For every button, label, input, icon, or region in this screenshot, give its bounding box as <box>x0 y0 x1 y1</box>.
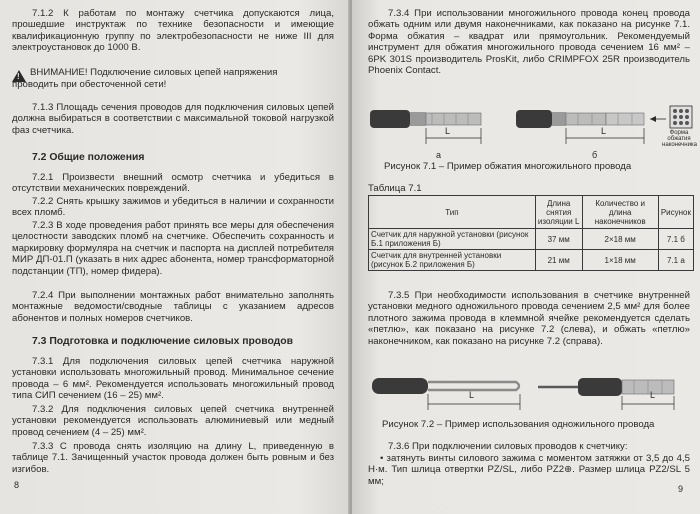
fig1-dimension-label-b: L <box>601 126 607 136</box>
table-header-strip-length: Длина снятия изоляции L <box>535 196 582 229</box>
warning-line-2: проводить при обесточенной сети! <box>12 79 167 90</box>
arrow-to-crimp-form <box>650 116 666 122</box>
heading-7-2: 7.2 Общие положения <box>32 152 145 163</box>
paragraph-7-3-1: 7.3.1 Для подключения силовых цепей счетчика наружной установки использовать многожильный провод. Минимальное сечение провода – 6 мм². Рекомендуется использовать многожильный провод типа СИП сечением (16 – 25) мм². <box>12 356 334 402</box>
table-7-1-title: Таблица 7.1 <box>368 183 422 194</box>
figure-7-1-caption: Рисунок 7.1 – Пример обжатия многожильного провода <box>384 161 632 172</box>
bullet-tighten-screws: • затянуть винты силового зажима с моментом затяжки от 3,5 до 4,5 Н·м. Тип шлица отвертки PZ/SL, либо PZ2⊕. Размер шлица PZ2/SL 5 мм; <box>368 453 690 487</box>
paragraph-7-2-1: 7.2.1 Произвести внешний осмотр счетчика и убедиться в отсутствии механических повреждений. <box>12 172 334 195</box>
crimp-form-square-icon <box>670 106 692 128</box>
crimped-wire-a <box>370 110 481 128</box>
paragraph-7-3-6: 7.3.6 При подключении силовых проводов к счетчику: <box>388 441 628 452</box>
dimension-L-a <box>426 128 481 144</box>
table-cell-figure: 7.1 б <box>658 229 693 250</box>
page-number-left: 8 <box>14 480 20 490</box>
table-cell-strip-length: 37 мм <box>535 229 582 250</box>
table-cell-ferrules: 1×18 мм <box>582 250 658 271</box>
paragraph-7-3-4: 7.3.4 При использовании многожильного провода конец провода обжать одним или двумя наконечниками, как показано на рисунке 7.1. Форма обжатия – квадрат или прямоугольник. Рекомендуемый инструмент для обжатия многожильного провода сечением 16 мм² – 6PK 301S производитель ProsKit, либо CRIMPFOX 25R производитель Phoenix Contact. <box>368 8 690 77</box>
table-cell-figure: 7.1 а <box>658 250 693 271</box>
paragraph-7-1-3: 7.1.3 Площадь сечения проводов для подключения силовых цепей должна выбираться в соответствии с максимальной токовой нагрузкой фаз счетчика. <box>12 102 334 136</box>
table-header-figure: Рисунок <box>658 196 693 229</box>
figure-7-2-caption: Рисунок 7.2 – Пример использования одножильного провода <box>382 419 655 430</box>
right-page <box>352 0 700 514</box>
figure-7-1 <box>366 96 696 158</box>
fig2-dimension-label-left: L <box>469 390 475 400</box>
table-cell-type: Счетчик для наружной установки (рисунок Б.1 приложения Б) <box>369 229 536 250</box>
warning-icon: ! <box>12 70 26 82</box>
fig1-dimension-label-a: L <box>445 126 451 136</box>
fig1-crimp-form-note: Форма обжатия наконечника <box>662 130 698 148</box>
table-header-row <box>369 196 694 229</box>
paragraph-7-2-4: 7.2.4 При выполнении монтажных работ внимательно заполнять монтажные ведомости/сводные таблицы с указанием адресов абонентов и полных номеров счетчиков. <box>12 290 334 324</box>
paragraph-7-2-3: 7.2.3 В ходе проведения работ принять все меры для обеспечения целостности заводских пломб на счетчике. Обеспечить сохранность и маркировку формуляра на счетчик и паспорта на дисплей потребителя МИР ДП-01.П (указать в них адрес абонента, номер трансформаторной подстанции (ТП), номер фидера). <box>12 220 334 277</box>
table-row <box>369 229 694 250</box>
table-row <box>369 250 694 271</box>
table-cell-ferrules: 2×18 мм <box>582 229 658 250</box>
paragraph-7-3-5: 7.3.5 При необходимости использования в счетчике внутренней установки медного одножильного провода сечением 2,5 мм² для более плотного зажима провода в клеммной ячейке рекомендуется сделать «петлю», как показано на рисунке 7.2 (слева), и обжать «петлю» наконечником, как показано на рисунке 7.2 (справа). <box>368 290 690 347</box>
figure-7-2 <box>366 370 696 414</box>
paragraph-7-2-2: 7.2.2 Снять крышку зажимов и убедиться в наличии и сохранности всех пломб. <box>12 196 334 219</box>
heading-7-3: 7.3 Подготовка и подключение силовых проводов <box>32 336 294 347</box>
single-wire-loop <box>372 378 519 394</box>
dimension-L-crimped <box>622 396 674 410</box>
fig1-label-a: а <box>436 150 442 160</box>
fig1-label-b: б <box>592 150 598 160</box>
page-number-right: 9 <box>678 484 684 494</box>
table-header-ferrules: Количество и длина наконечников <box>582 196 658 229</box>
paragraph-7-3-2: 7.3.2 Для подключения силовых цепей счетчика внутренней установки рекомендуется использовать алюминиевый или медный провод сечением (4 – 25) мм². <box>12 404 334 438</box>
table-7-1 <box>368 195 694 271</box>
warning-line-1: ВНИМАНИЕ! Подключение силовых цепей напряжения <box>30 67 278 78</box>
crimped-wire-b <box>516 110 644 128</box>
paragraph-7-1-2: 7.1.2 К работам по монтажу счетчика допускаются лица, прошедшие инструктаж по технике безопасности и имеющие квалификационную группу по электробезопасности не ниже III для электроустановок до 1000 В. <box>12 8 334 54</box>
paragraph-7-3-3: 7.3.3 С провода снять изоляцию на длину L, приведенную в таблице 7.1. Зачищенный участок провода должен быть ровным и без изгибов. <box>12 441 334 475</box>
table-cell-type: Счетчик для внутренней установки (рисунок Б.2 приложения Б) <box>369 250 536 271</box>
table-header-type: Тип <box>369 196 536 229</box>
fig2-dimension-label-right: L <box>650 390 656 400</box>
table-cell-strip-length: 21 мм <box>535 250 582 271</box>
